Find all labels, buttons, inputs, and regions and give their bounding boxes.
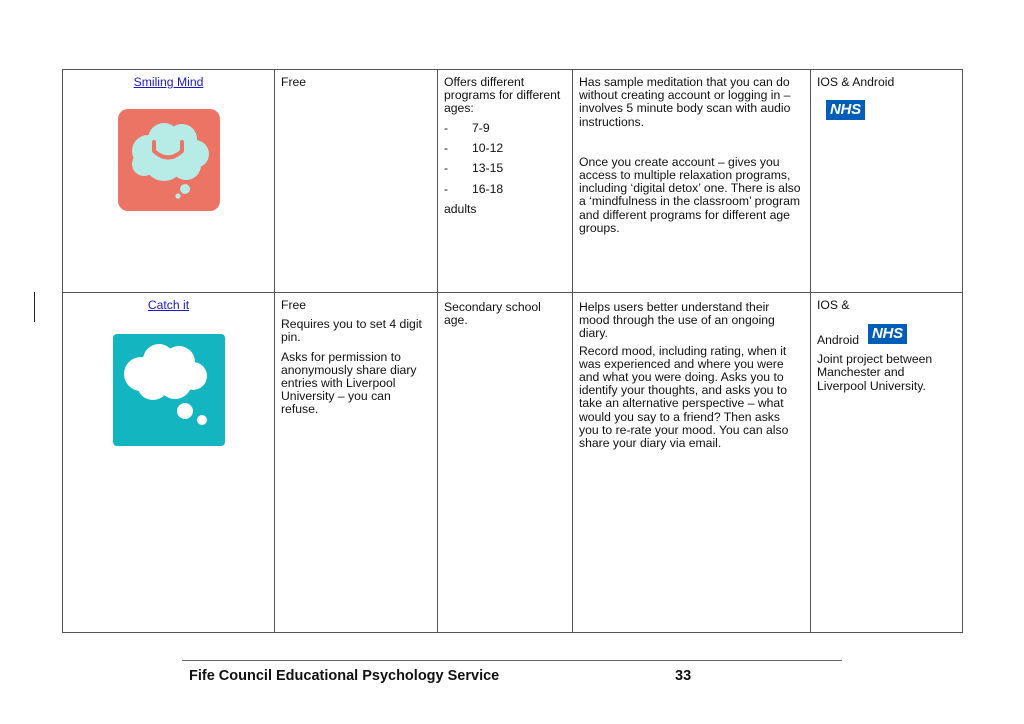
platform-text: IOS & Android [817, 75, 895, 89]
partnership-note: Joint project between Manchester and Liverpool University. [817, 352, 933, 393]
footer-divider [182, 660, 842, 661]
ages-last: adults [444, 202, 477, 217]
apps-table [62, 69, 963, 633]
features-cell [573, 293, 811, 633]
features-text: Record mood, including rating, when it was experienced and where you were and what you were doing. Asks you to identify your thoughts, and asks you to take an alternative perspective – what would you say to a friend? Then asks you to re-rate your mood. You can also share your diary via email. [579, 343, 789, 451]
ages-cell [438, 293, 573, 633]
platform-cell [811, 70, 963, 293]
list-item: - 13-15 [444, 161, 504, 176]
ages-cell [438, 70, 573, 293]
table-row [63, 70, 963, 293]
catch-it-link[interactable]: Catch it [147, 298, 190, 312]
platform-cell [811, 293, 963, 633]
features-text: Has sample meditation that you can do without creating account or logging in – involves 5 minute body scan with audio instructions. [579, 75, 791, 129]
ages-list [444, 122, 566, 204]
nhs-logo: NHS [826, 100, 865, 120]
footer-title: Fife Council Educational Psychology Service [189, 668, 500, 684]
permission-note: Asks for permission to anonymously share diary entries with Liverpool University – you can refuse. [281, 349, 417, 417]
platform-text: Android [817, 333, 860, 347]
page-number: 33 [675, 668, 692, 684]
cost-text: Free [281, 75, 307, 89]
features-text: Helps users better understand their mood through the use of an ongoing diary. [579, 300, 775, 341]
features-text: Once you create account – gives you access to multiple relaxation programs, including ‘digital detox’ one. There is also a ‘mindfulness in the classroom’ program and different programs for different age groups. [579, 154, 801, 235]
ages-text: Secondary school age. [444, 300, 541, 328]
ages-intro: Offers different programs for different ages: [444, 75, 561, 116]
features-cell [573, 70, 811, 293]
cost-text: Free [281, 298, 307, 312]
list-item: - 7-9 [444, 120, 490, 135]
thought-bubble-icon[interactable] [113, 334, 225, 446]
app-name-cell [63, 293, 275, 633]
text-cursor [34, 292, 35, 322]
cost-cell [275, 70, 438, 293]
list-item: - 10-12 [444, 141, 504, 155]
list-item: - 16-18 [444, 181, 504, 196]
smiling-mind-link[interactable]: Smiling Mind [133, 75, 204, 89]
table-row [63, 293, 963, 633]
nhs-logo: NHS [868, 324, 907, 344]
cost-cell [275, 293, 438, 633]
smiling-brain-icon[interactable] [118, 109, 220, 211]
platform-text: IOS & [817, 298, 850, 312]
pin-note: Requires you to set 4 digit pin. [281, 317, 422, 345]
app-name-cell [63, 70, 275, 293]
